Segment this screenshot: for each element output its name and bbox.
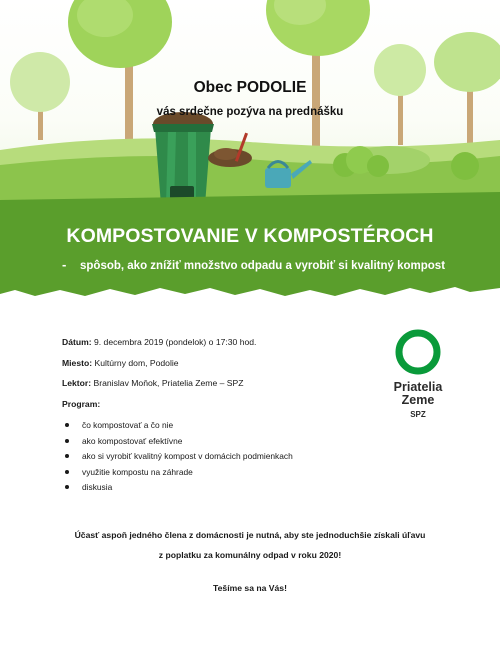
logo-subtitle: SPZ (410, 410, 426, 419)
tree-center-big (266, 0, 370, 150)
compost-bin-image (152, 112, 214, 200)
list-item: ako si vyrobiť kvalitný kompost v domácich podmienkach (62, 451, 293, 467)
friends-of-earth-logo (384, 327, 452, 419)
lector-label: Lektor: (62, 378, 92, 388)
invitation-line: vás srdečne pozýva na prednášku (156, 106, 344, 118)
logo-name-line2: Zeme (401, 393, 435, 407)
date-value: 9. decembra 2019 (pondelok) o 17:30 hod. (91, 337, 257, 347)
title-banner (0, 192, 500, 304)
date-label: Dátum: (62, 337, 92, 347)
place-row (62, 358, 179, 368)
lector-value: Branislav Moňok, Priatelia Zeme – SPZ (91, 378, 244, 388)
lector-row (62, 378, 244, 388)
fee-note-line2: z poplatku za komunálny odpad v roku 2020! (158, 550, 342, 560)
list-item: ako kompostovať efektívne (62, 436, 293, 452)
hero-illustration (0, 0, 500, 200)
lecture-subtitle: spôsob, ako znížiť množstvo odpadu a vyrobiť si kvalitný kompost (80, 260, 446, 272)
place-label: Miesto: (62, 358, 93, 368)
garden-scene-image (0, 0, 500, 200)
town-title: Obec PODOLIE (193, 79, 307, 96)
subtitle-dash: - (62, 257, 67, 272)
program-label: Program: (62, 399, 101, 409)
green-ring-icon (393, 327, 443, 377)
closing-line: Tešíme sa na Vás! (213, 583, 287, 593)
date-row (62, 337, 256, 347)
list-item: diskusia (62, 482, 293, 498)
list-item: čo kompostovať a čo nie (62, 420, 293, 436)
program-list (62, 420, 293, 498)
list-item: využitie kompostu na záhrade (62, 467, 293, 483)
logo-name-line1: Priatelia (393, 380, 443, 394)
banner-background (0, 192, 500, 304)
place-value: Kultúrny dom, Podolie (92, 358, 179, 368)
fee-note-line1: Účasť aspoň jedného člena z domácnosti je nutná, aby ste jednoduchšie získali úľavu (74, 530, 426, 540)
lecture-title: KOMPOSTOVANIE V KOMPOSTÉROCH (66, 225, 434, 247)
